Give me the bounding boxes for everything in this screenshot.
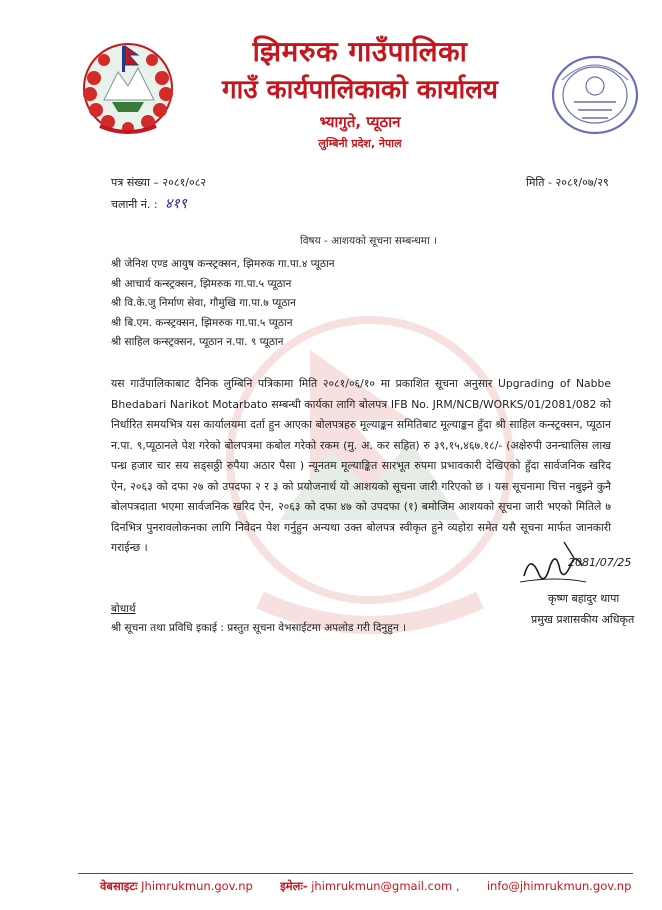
office-location: भ्यागुते, प्यूठान	[319, 113, 401, 131]
nepal-emblem-icon	[78, 38, 178, 138]
dispatch-number	[111, 194, 187, 213]
addressee-item: श्री बि.एम. कन्स्ट्रक्सन, झिमरुक गा.पा.५ प्यूठान	[111, 316, 293, 329]
letter-number: पत्र संख्या – २०८१/०८२	[111, 176, 207, 189]
cc-line: श्री सूचना तथा प्रविधि इकाई : प्रस्तुत सूचना वेभसाईटमा अपलोड गरी दिनुहुन ।	[111, 622, 406, 634]
email-link-primary[interactable]: jhimrukmun@gmail.com ,	[311, 879, 460, 893]
addressee-item: श्री आचार्य कन्स्ट्रक्सन, झिमरुक गा.पा.५ प्यूठान	[111, 277, 292, 290]
addressee-item: श्री वि.के.जु निर्माण सेवा, गौमुखि गा.पा.७ प्यूठान	[111, 297, 296, 309]
signatory-title: प्रमुख प्रशासकीय अधिकृत	[531, 613, 635, 626]
footer	[100, 879, 640, 894]
letter-body: यस गाउँपालिकाबाट दैनिक लुम्बिनि पत्रिकामा मिति २०८१/०६/१० मा प्रकाशित सूचना अनुसार Upgrading of Nabbe Bhedabari Narikot Motarbato सम्बन्धी कार्यका लागि बोलपत्र IFB No. JRM/NCB/WORKS/01/2081/082 को निर्धारित समयभित्र यस कार्यालयमा दर्ता हुन आएका बोलपत्रहरु मूल्याङ्कन समितिबाट मूल्याङ्कन हुँदा श्री साहिल कन्स्ट्रक्सन, प्यूठान न.पा. ९,प्यूठानले पेश गरेको बोलपत्रमा कबोल गरेको रकम (मु. अ. कर सहित) रु ३९,१५,४६७.१८/- (अक्षेरुपी उनन्चालिस लाख पन्ध्र हजार चार सय सड्सठ्ठी रुपैया अठार पैसा ) न्यूनतम मूल्याङ्कित सारभूत रुपमा प्रभावकारी देखिएको हुँदा सार्वजनिक खरिद ऐन, २०६३ को दफा २७ को उपदफा २ र ३ को प्रयोजनार्थ यो आशयको सूचना जारी गरिएको छ । यस सूचनामा चित्त नबुझ्ने कुनै बोलपत्रदाता भएमा सार्वजनिक खरिद ऐन, २०६३ को दफा ४७ को उपदफा (१) बमोजिम आशयको सूचना जारी भएको मितिले ७ दिनभित्र पुनरावलोकनका लागि निवेदन पेश गर्नुहुन अन्यथा उक्त बोलपत्र स्वीकृत हुने व्यहोरा समेत यसै सूचना मार्फत जानकारी गराईन्छ ।	[111, 377, 611, 554]
signature-icon	[516, 536, 636, 594]
website-label: वेबसाइटः	[100, 879, 138, 893]
email-label: इमेलः-	[280, 879, 308, 893]
cc-label: बोधार्थ	[111, 603, 136, 615]
dispatch-number-value: ४१९	[165, 196, 187, 212]
office-title: झिमरुक गाउँपालिका	[252, 35, 468, 68]
email-link-secondary[interactable]: info@jhimrukmun.gov.np	[486, 879, 632, 893]
office-seal-icon	[548, 50, 642, 140]
addressee-item: श्री साहिल कन्स्ट्रक्सन, प्यूठान न.पा. ९ प्यूठान	[111, 336, 284, 348]
office-subtitle: गाउँ कार्यपालिकाको कार्यालय	[222, 75, 498, 105]
letter-date: मिति - २०८१/०७/२९	[526, 176, 609, 189]
addressee-item: श्री जेनिश एण्ड आयुष कन्स्ट्रक्सन, झिमरुक गा.पा.४ प्यूठान	[111, 258, 335, 270]
signatory-name: कृष्ण बहादुर थापा	[548, 592, 620, 605]
website-link[interactable]: Jhimrukmun.gov.np	[141, 879, 253, 893]
dispatch-number-label: चलानी नं. :	[111, 198, 158, 211]
footer-rule	[78, 873, 633, 874]
addressee-list	[111, 255, 335, 353]
office-province: लुम्बिनी प्रदेश, नेपाल	[318, 137, 402, 150]
signature-date: 2081/07/25	[568, 556, 632, 569]
letter-subject: विषय - आशयको सूचना सम्बन्धमा ।	[300, 235, 438, 247]
